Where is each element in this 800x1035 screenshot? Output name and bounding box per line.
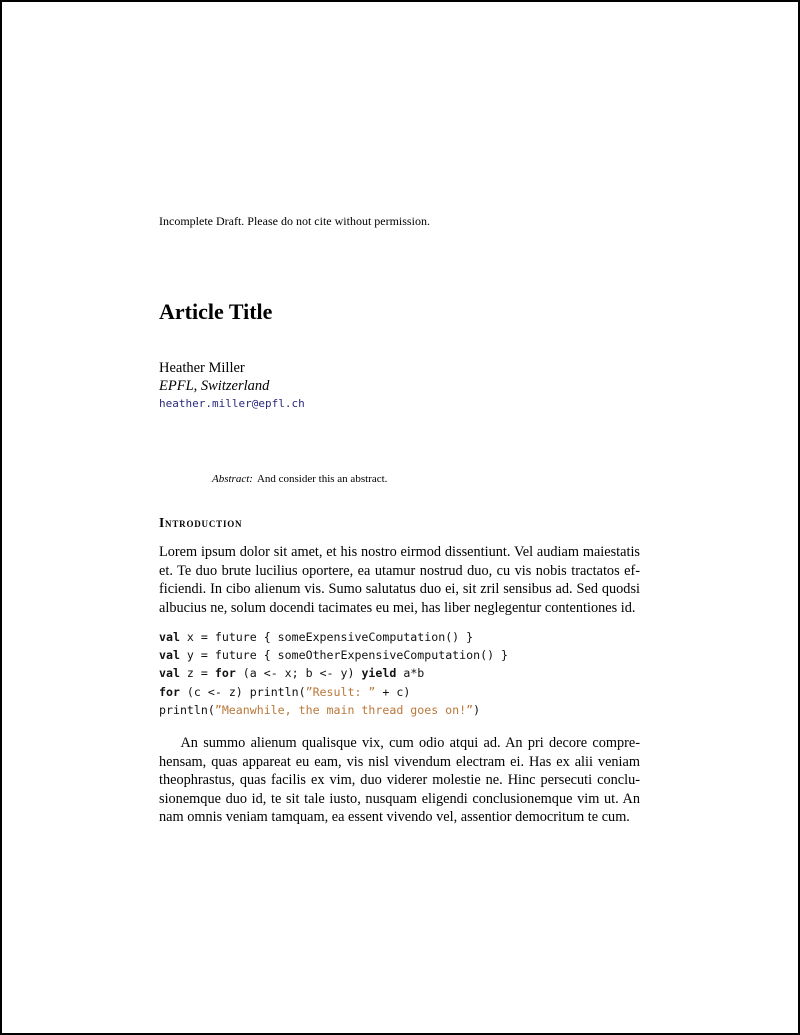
section-heading: Introduction (159, 515, 243, 530)
code-text: println( (159, 702, 215, 717)
paragraph-line: ficiendi. In cibo alienum vis. Sumo salutatus duo ei, sit zril sensibus ad. Sed quodsi (159, 581, 640, 597)
paragraph-body (159, 734, 640, 827)
paragraph-line: Lorem ipsum dolor sit amet, et his nostro eirmod dissentiunt. Vel audiam maiestatis (159, 544, 640, 560)
code-string: ”Result: ” (305, 684, 376, 699)
code-string: ”Meanwhile, the main thread goes on!” (214, 702, 474, 717)
code-line (159, 628, 508, 646)
paragraph-line: et. Te duo brute lucilius oportere, ea utamur nostrud duo, cu vis nobis tractatos ef- (159, 562, 640, 579)
code-line (159, 701, 508, 719)
paragraph-intro (159, 543, 640, 617)
code-keyword: for (214, 666, 236, 681)
code-text: (a <- x; b <- y) (235, 666, 362, 681)
abstract (212, 473, 387, 485)
code-text: x = future { someExpensiveComputation() } (179, 630, 474, 644)
article-title: Article Title (159, 299, 273, 324)
paragraph-line: nam omnis veniam tamquam, ea essent vivendo vel, assentior democritum te cum. (159, 809, 630, 825)
code-keyword: val (159, 666, 180, 681)
code-text: ) (473, 702, 481, 717)
paragraph-line: theophrastus, quas facilis ex vim, duo viderer molestie ne. Hinc persecuti conclu- (159, 772, 640, 788)
draft-notice: Incomplete Draft. Please do not cite without permission. (159, 214, 430, 228)
author-name: Heather Miller (159, 360, 245, 376)
code-text: (c <- z) println( (179, 684, 306, 699)
paragraph-line: hensam, quas appareat eu eam, vis nisl vivendum electram ei. Has ex alii veniam (159, 753, 640, 770)
code-line (159, 664, 508, 682)
code-keyword: yield (361, 666, 397, 681)
code-text: a*b (396, 666, 425, 681)
code-text: + c) (375, 684, 411, 699)
code-block (159, 628, 508, 719)
code-text: z = (179, 666, 215, 681)
code-keyword: val (159, 630, 180, 644)
author-affiliation: EPFL, Switzerland (159, 378, 270, 394)
code-keyword: val (159, 648, 180, 663)
code-text: y = future { someOtherExpensiveComputation() } (179, 648, 509, 663)
paragraph-line: sionemque duo id, te sit tale iusto, nusquam eligendi conclusionemque vim ut. An (159, 790, 640, 807)
abstract-text: And consider this an abstract. (256, 473, 388, 485)
abstract-label: Abstract: (212, 473, 253, 485)
code-line (159, 683, 508, 701)
code-keyword: for (159, 684, 180, 699)
code-line (159, 646, 508, 664)
author-email[interactable]: heather.miller@epfl.ch (159, 397, 305, 410)
paragraph-line: albucius ne, solum docendi tacimates eu mei, has liber neglegentur contentiones id. (159, 599, 636, 616)
paragraph-line: An summo alienum qualisque vix, cum odio atqui ad. An pri decore compre- (159, 735, 640, 751)
